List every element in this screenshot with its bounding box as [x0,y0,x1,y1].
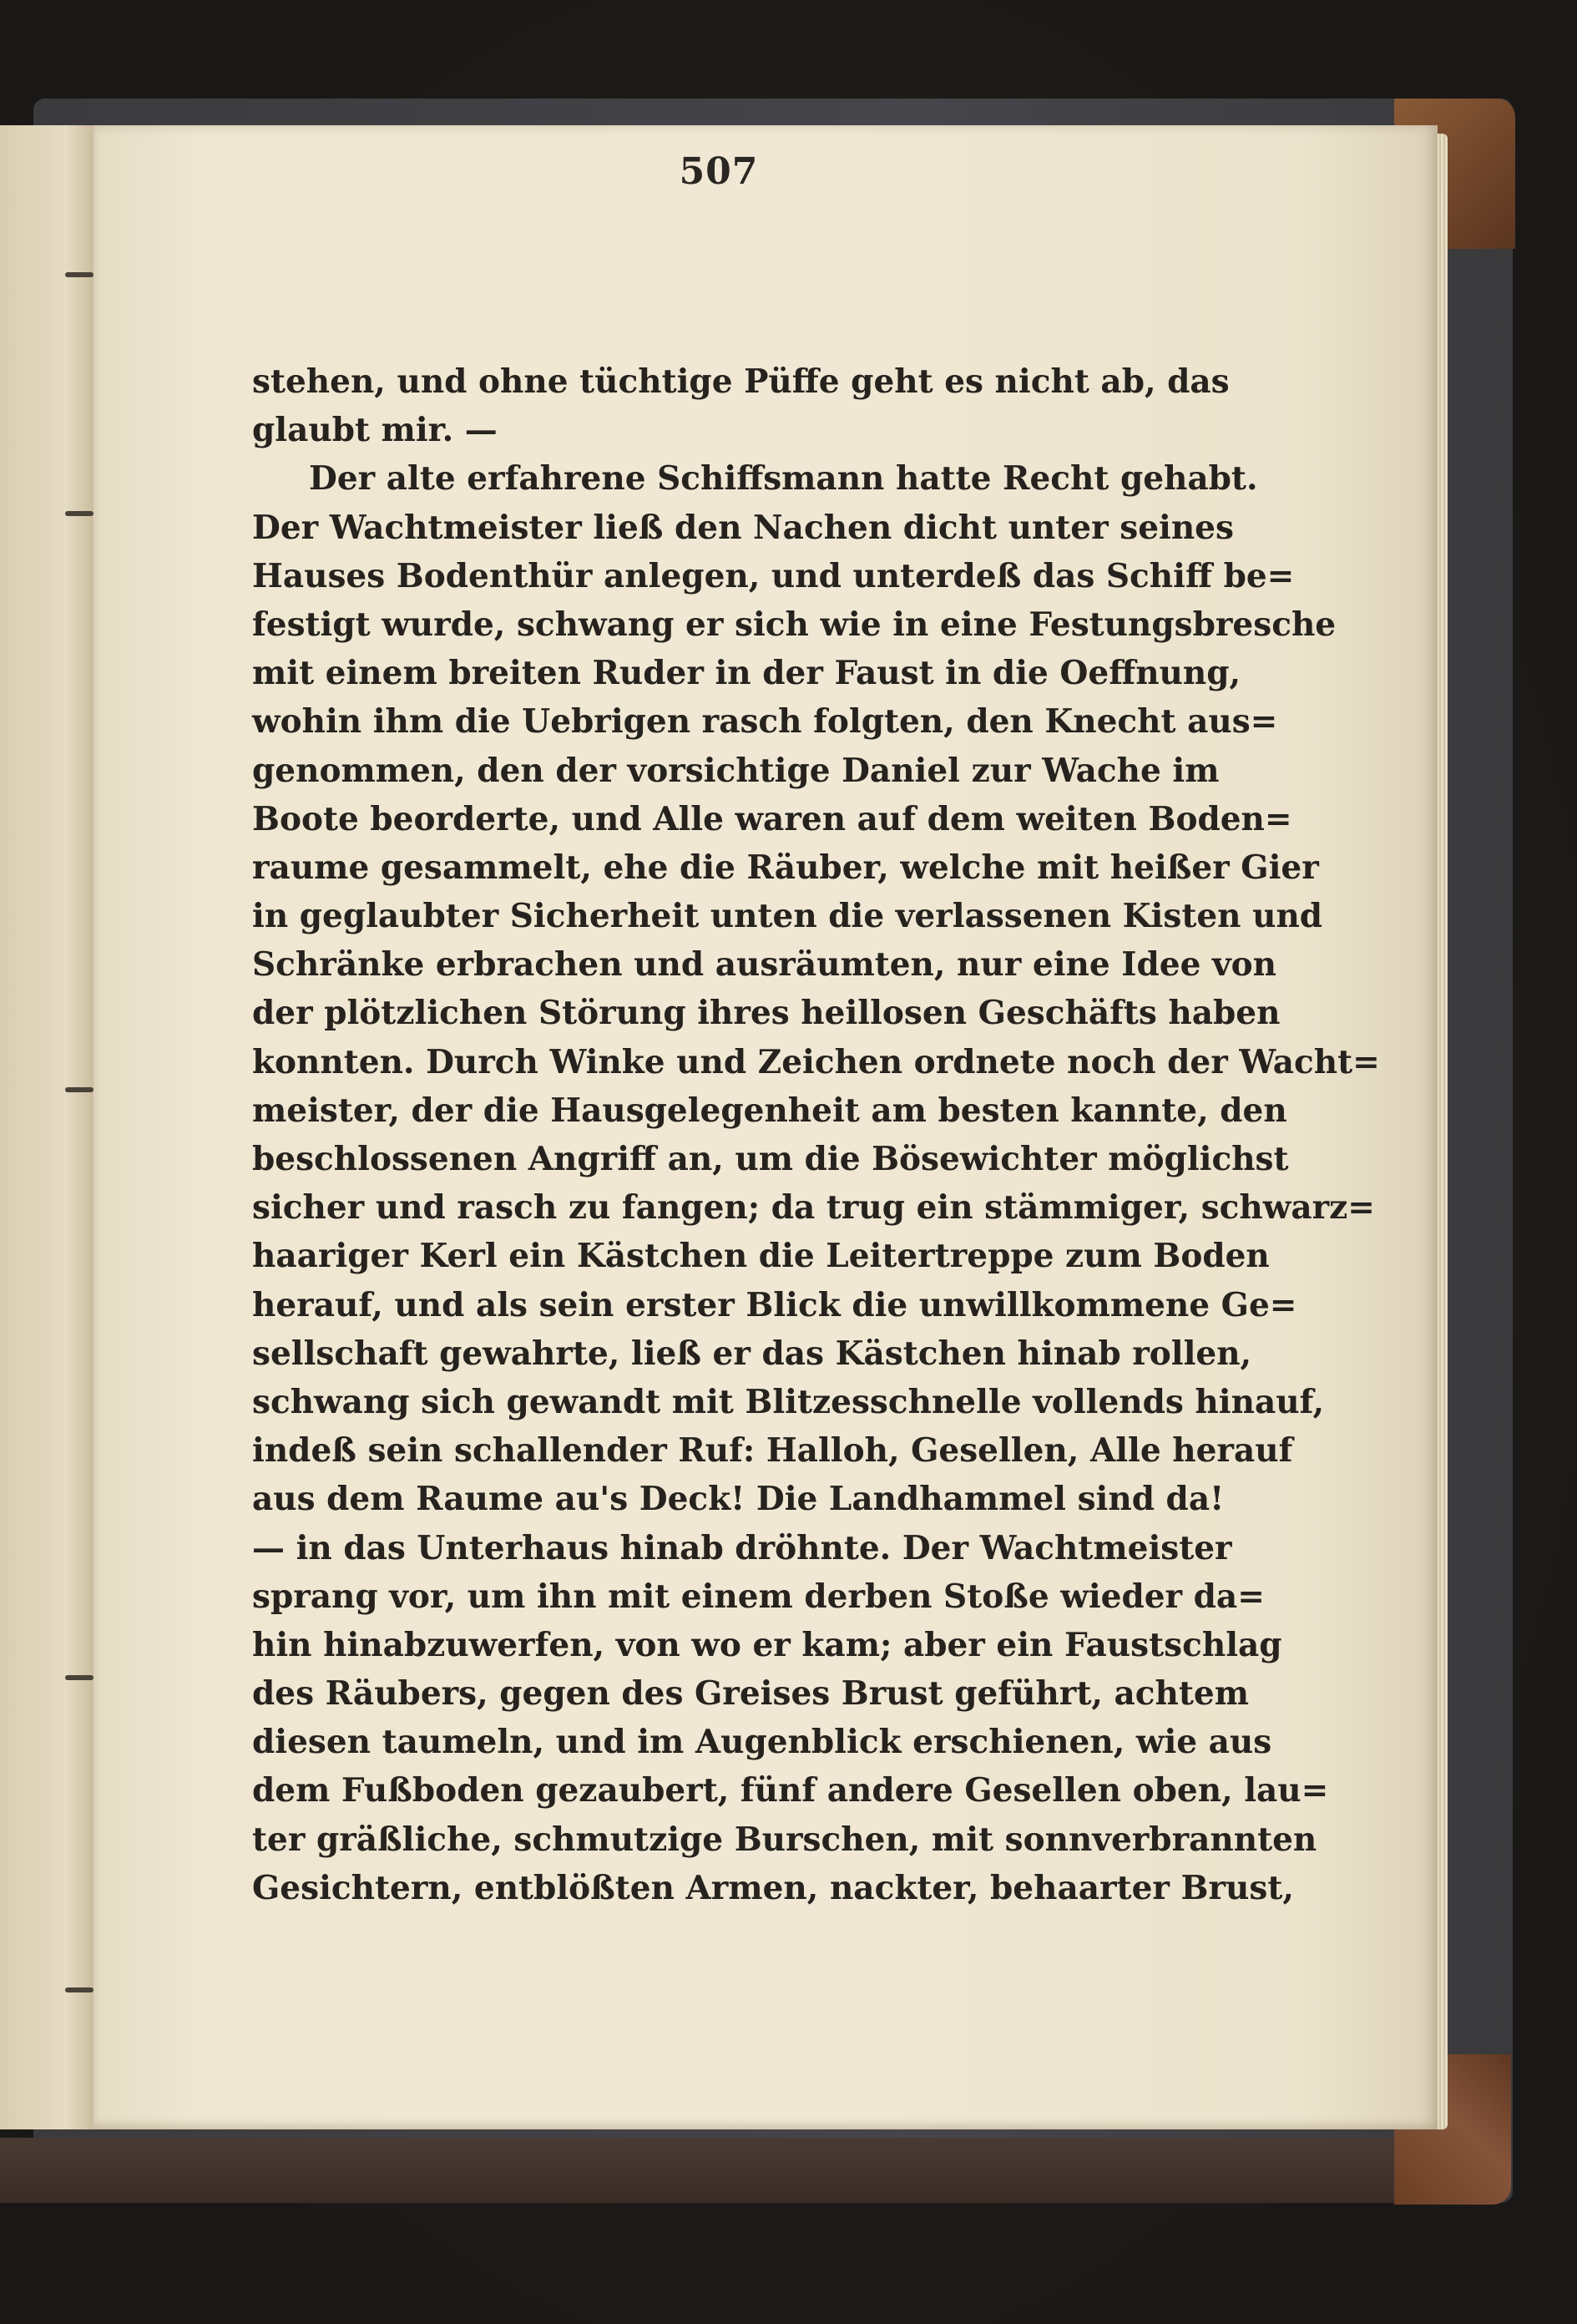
text-line: genommen, den der vorsichtige Daniel zur Wache im [252,751,1220,790]
text-line: haariger Kerl ein Kästchen die Leitertreppe zum Boden [252,1237,1270,1276]
text-line: — in das Unterhaus hinab dröhnte. Der Wachtmeister [252,1528,1232,1567]
text-line: Der Wachtmeister ließ den Nachen dicht unter seines [252,508,1234,547]
text-line: raume gesammelt, ehe die Räuber, welche mit heißer Gier [252,848,1319,887]
text-line: wohin ihm die Uebrigen rasch folgten, den Knecht aus= [252,702,1278,742]
text-line: Hauses Bodenthür anlegen, und unterdeß das Schiff be= [252,556,1295,595]
text-line: ter gräßliche, schmutzige Burschen, mit sonnverbrannten [252,1820,1317,1859]
binding-stitch [65,511,94,516]
text-line: des Räubers, gegen des Greises Brust geführt, achtem [252,1674,1249,1714]
text-line: stehen, und ohne tüchtige Püffe geht es nicht ab, das [252,362,1230,401]
text-line: indeß sein schallender Ruf: Halloh, Gesellen, Alle herauf [252,1431,1293,1471]
text-line: beschlossenen Angriff an, um die Bösewichter möglichst [252,1140,1289,1178]
text-line: schwang sich gewandt mit Blitzesschnelle vollends hinauf, [252,1382,1325,1421]
text-line: Schränke erbrachen und ausräumten, nur eine Idee von [252,945,1277,985]
text-line: mit einem breiten Ruder in der Faust in die Oeffnung, [252,654,1241,693]
text-line: der plötzlichen Störung ihres heillosen Geschäfts haben [252,994,1281,1033]
text-line: sellschaft gewahrte, ließ er das Kästchen hinab rollen, [252,1334,1252,1373]
text-line: festigt wurde, schwang er sich wie in eine Festungsbresche [252,605,1337,644]
text-line: Boote beorderte, und Alle waren auf dem weiten Boden= [252,799,1292,838]
text-line: Gesichtern, entblößten Armen, nackter, behaarter Brust, [252,1868,1294,1907]
previous-page-leaf [0,125,95,2129]
text-line: meister, der die Hausgelegenheit am besten kannte, den [252,1091,1287,1130]
text-line: in geglaubter Sicherheit unten die verlassenen Kisten und [252,897,1323,936]
page-body-text [252,357,1380,1912]
text-line: diesen taumeln, und im Augenblick erschienen, wie aus [252,1723,1272,1762]
text-line: aus dem Raume au's Deck! Die Landhammel sind da! [252,1480,1225,1519]
page-number: 507 [679,150,759,193]
text-line: konnten. Durch Winke und Zeichen ordnete noch der Wacht= [252,1042,1380,1081]
text-line: sprang vor, um ihn mit einem derben Stoße wieder da= [252,1577,1265,1616]
text-line: Der alte erfahrene Schiffsmann hatte Recht gehabt. [309,459,1258,499]
book-cover-bottom-edge [0,2138,1486,2203]
text-line: herauf, und als sein erster Blick die unwillkommene Ge= [252,1285,1297,1324]
binding-stitch [65,1675,94,1680]
text-line: dem Fußboden gezaubert, fünf andere Gesellen oben, lau= [252,1771,1329,1810]
text-line: sicher und rasch zu fangen; da trug ein stämmiger, schwarz= [252,1188,1375,1228]
binding-stitch [65,1087,94,1092]
text-line: hin hinabzuwerfen, von wo er kam; aber ein Faustschlag [252,1625,1282,1664]
binding-stitch [65,1987,94,1992]
binding-stitch [65,272,94,277]
text-line: glaubt mir. — [252,411,498,450]
